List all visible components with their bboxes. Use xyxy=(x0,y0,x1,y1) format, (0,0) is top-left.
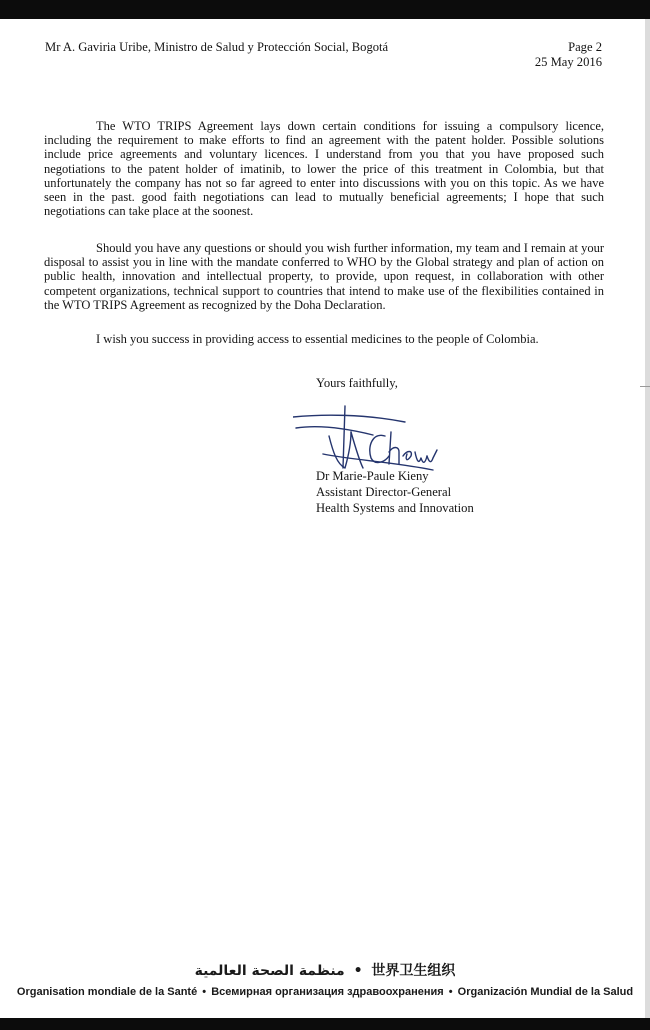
bottom-scan-border xyxy=(0,1018,650,1030)
footer-separator: • xyxy=(202,986,207,998)
margin-mark xyxy=(640,386,650,387)
footer-spanish: Organización Mundial de la Salud xyxy=(457,986,634,998)
recipient-header: Mr A. Gaviria Uribe, Ministro de Salud y Protección Social, Bogotá xyxy=(45,40,389,54)
footer-logo-scripts xyxy=(0,960,650,980)
footer-organization-names xyxy=(0,986,650,998)
footer-russian: Всемирная организация здравоохранения xyxy=(211,986,444,998)
page-number: Page 2 xyxy=(568,40,602,54)
paragraph-assistance-text: Should you have any questions or should you wish further information, my team and I remain at your disposal to assist you in line with the mandate conferred to WHO by the Global strategy and plan of action on public health, innovation and intellectual property, to provide, upon request, in collaboration with other competent organizations, technical support to countries that intend to make use of the flexibilities contained in the WTO TRIPS Agreement as recognized by the Doha Declaration. xyxy=(44,241,604,312)
closing-salutation: Yours faithfully, xyxy=(316,376,398,390)
paragraph-wishes-text: I wish you success in providing access to essential medicines to the people of Colombia. xyxy=(96,332,539,346)
signatory-name: Dr Marie-Paule Kieny xyxy=(316,469,429,483)
paragraph-trips xyxy=(44,119,604,218)
letter-date: 25 May 2016 xyxy=(534,55,602,69)
signatory-department: Health Systems and Innovation xyxy=(316,501,474,515)
paragraph-assistance xyxy=(44,241,604,312)
footer-french: Organisation mondiale de la Santé xyxy=(16,986,198,998)
page-edge-shadow xyxy=(645,19,650,1018)
footer-separator: • xyxy=(448,986,453,998)
paragraph-trips-text: The WTO TRIPS Agreement lays down certain conditions for issuing a compulsory licence, including the requirement to make efforts to find an agreement with the patent holder. Possible solutions include price agreements and voluntary licences. I understand from you that you have proposed such negotiations to the patent holder of imatinib, to lower the price of this treatment in Colombia, but that unfortunately the company has not so far agreed to enter into discussions with you on this topic. As we have seen in the past. good faith negotiations can lead to mutually beneficial agreements; I hope that such negotiations can take place at the soonest. xyxy=(44,119,604,219)
signatory-block xyxy=(316,468,474,516)
signatory-title: Assistant Director-General xyxy=(316,485,452,499)
paragraph-wishes xyxy=(44,332,604,346)
footer-chinese: 世界卫生组织 xyxy=(371,963,456,979)
page-info xyxy=(535,40,602,70)
top-scan-border xyxy=(0,0,650,19)
footer-separator: • xyxy=(353,963,363,979)
footer-arabic: منظمة الصحة العالمية xyxy=(194,963,345,979)
